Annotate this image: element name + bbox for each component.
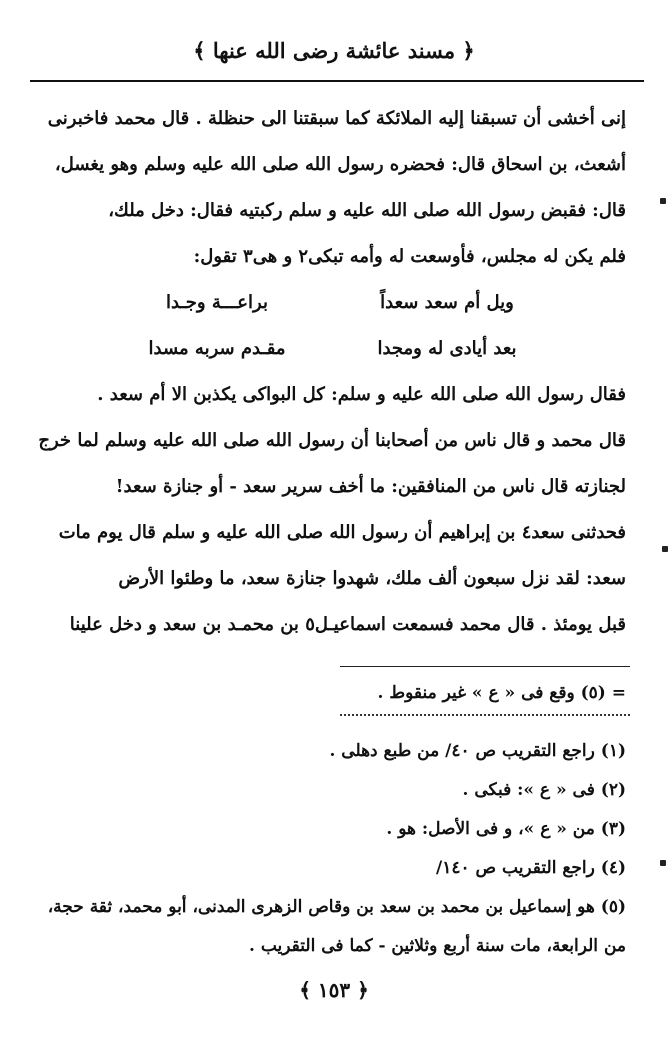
header-rule xyxy=(30,80,644,82)
footnote: (٣) من « ع »، و فى الأصل: هو . xyxy=(386,819,626,839)
footnotes xyxy=(38,732,626,966)
margin-mark xyxy=(660,860,666,866)
verse-first-hemistich: ويل أم سعد سعداً xyxy=(380,292,514,313)
text-line: قال: فقبض رسول الله صلى الله عليه و سلم ركبتيه فقال: دخل ملك، xyxy=(108,200,626,221)
footnote: (٥) هو إسماعيل بن محمد بن سعد بن وقاص الزهرى المدنى، أبو محمد، ثقة حجة، xyxy=(47,897,626,917)
footnote: (٢) فى « ع »: فبكى . xyxy=(462,780,626,800)
text-line: أشعث، بن اسحاق قال: فحضره رسول الله صلى الله عليه وسلم وهو يغسل، xyxy=(54,154,626,175)
poem-verse xyxy=(38,326,626,372)
footnote-rule xyxy=(340,666,630,667)
text-line: فحدثنى سعد٤ بن إبراهيم أن رسول الله صلى الله عليه و سلم قال يوم مات xyxy=(58,522,626,543)
text-line: فلم يكن له مجلس، فأوسعت له وأمه تبكى٢ و هى٣ تقول: xyxy=(193,246,626,267)
text-line: إنى أخشى أن تسبقنا إليه الملائكة كما سبقتنا الى حنظلة . قال محمد فاخبرنى xyxy=(47,108,626,129)
text-line: سعد: لقد نزل سبعون ألف ملك، شهدوا جنازة سعد، ما وطئوا الأرض xyxy=(118,568,626,589)
text-line: لجنازته قال ناس من المنافقين: ما أخف سرير سعد - أو جنازة سعد! xyxy=(115,476,626,497)
verse-second-hemistich: مقـدم سربه مسدا xyxy=(148,338,286,359)
text-line: فقال رسول الله صلى الله عليه و سلم: كل البواكى يكذبن الا أم سعد . xyxy=(97,384,626,405)
footnote: (١) راجع التقريب ص ٤٠/ من طبع دهلى . xyxy=(329,741,626,761)
main-text xyxy=(38,96,626,648)
text-line: قال محمد و قال ناس من أصحابنا أن رسول الله صلى الله عليه وسلم لما خرج xyxy=(38,430,626,451)
running-header: ﴿ مسند عائشة رضى الله عنها ﴾ xyxy=(193,38,475,63)
page-number: ﴿ ١٥٣ ﴾ xyxy=(299,978,369,1002)
text-line: قبل يومئذ . قال محمد فسمعت اسماعيـل٥ بن محمـد بن سعد و دخل علينا xyxy=(69,614,626,635)
poem-verse xyxy=(38,280,626,326)
footnote-continuation: = (٥) وقع فى « ع » غير منقوط . xyxy=(377,683,626,703)
margin-mark xyxy=(660,198,666,204)
verse-second-hemistich: براعـــة وجـدا xyxy=(166,292,268,313)
margin-mark xyxy=(662,546,668,552)
footnote-divider xyxy=(340,714,630,722)
footnote: من الرابعة، مات سنة أربع وثلاثين - كما فى التقريب . xyxy=(249,936,626,956)
verse-first-hemistich: بعد أيادى له ومجدا xyxy=(377,338,517,359)
footnote: (٤) راجع التقريب ص ١٤٠/ xyxy=(435,858,626,878)
